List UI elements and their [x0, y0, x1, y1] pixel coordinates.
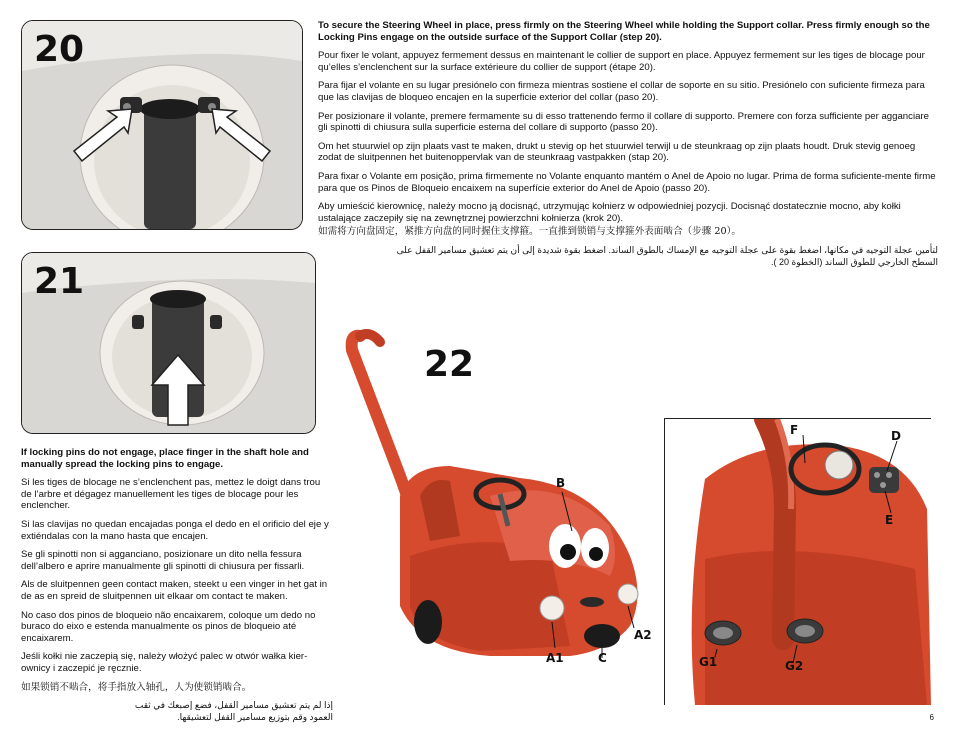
text-ar: لتأمين عجلة التوجيه في مكانها، اضغط بقوة على عجلة التوجيه مع الإمساك بالطوق الساند. اضغط بقوة شديدة إلى أن يتم تعشيق مسامير القفل على السطح الخارجي للطوق الساند (الخطوة 20 ).	[396, 244, 938, 267]
page-number: 6	[929, 713, 934, 722]
text-en: If locking pins do not engage, place finger in the shaft hole and manually spread the locking pins to engage.	[21, 447, 309, 470]
label-f: F	[790, 423, 799, 437]
text-nl: Als de sluitpennen geen contact maken, steekt u een vinger in het gat in de as en spreid de sluitpennen uit elkaar om contact te maken.	[21, 579, 328, 602]
step-number: 22	[424, 344, 475, 385]
text-zh: 如需将方向盘固定，紧推方向盘的同时握住支撑箍。一直推到锁销与支撑箍外表面啮合（步骤 20）。	[318, 226, 741, 238]
label-a2: A2	[634, 628, 652, 642]
label-d: D	[891, 429, 901, 443]
text-fr: Pour fixer le volant, appuyez fermement dessus en maintenant le collier de support en place. Appuyez fermement sur les tiges de blocage pour qu’elles s’enclenchent sur la surface extérieure du collier de support (étape 20).	[318, 50, 925, 73]
step-21-panel	[21, 252, 316, 434]
instructions-step-20	[318, 20, 938, 275]
label-b: B	[556, 476, 566, 490]
text-pl: Aby umieścić kierownicę, należy mocno ją docisnąć, utrzymując kołnierz w odpowiedniej pozycji. Docisnąć dostatecznie mocno, aby kołki ustalające zaczepiły się na zewnętrznej powierzchni kołnierza (krok 20).	[318, 201, 901, 224]
rear-view-illustration	[664, 418, 931, 705]
text-es: Si las clavijas no quedan encajadas ponga el dedo en el orificio del eje y extiéndalas con la mano hasta que encajen.	[21, 518, 329, 542]
text-pt: No caso dos pinos de bloqueio não encaixarem, coloque um dedo no buraco do eixo e estenda manualmente os pinos de bloqueio até encaixarem.	[21, 609, 316, 644]
label-c: C	[598, 651, 607, 665]
text-pl: Jeśli kołki nie zaczepią się, należy włożyć palec w otwór wałka kier-ownicy i zaczepić je ręcznie.	[21, 651, 308, 674]
text-it: Se gli spinotti non si agganciano, posizionare un dito nella fessura dell’albero e aprire manualmente gli spinotti di chiusura per fissarli.	[21, 549, 305, 572]
label-g2: G2	[785, 659, 804, 673]
instructions-step-21	[21, 447, 333, 730]
text-nl: Om het stuurwiel op zijn plaats vast te maken, drukt u stevig op het stuurwiel terwijl u de steunkraag op zijn plaats houdt. Druk stevig genoeg zodat de sluitpennen het buitenoppervlak van de steunkraag vastpakken (stap 20).	[318, 140, 916, 164]
text-pt: Para fixar o Volante em posição, prima firmemente no Volante enquanto mantém o Anel de Apoio no lugar. Prima de forma suficiente-mente firme para que os Pinos de Bloqueio encaixem na superfície exterior do Anel de Apoio (passo 20).	[318, 170, 936, 194]
step-number: 20	[34, 29, 85, 70]
label-e: E	[885, 513, 894, 527]
step-22-illustration	[340, 326, 660, 706]
text-zh: 如果锁销不啮合，将手指放入轴孔，人为使锁销啮合。	[21, 681, 252, 693]
label-a1: A1	[546, 651, 564, 665]
text-es: Para fijar el volante en su lugar presiónelo con firmeza mientras sostiene el collar de soporte en su sitio. Presiónelo con suficiente firmeza para que las clavijas de bloqueo encajen en la superficie exterior del collar (paso 20).	[318, 80, 925, 103]
text-en: To secure the Steering Wheel in place, press firmly on the Steering Wheel while holding the Support collar. Press firmly enough so the Locking Pins engage on the outside surface of the Support Collar (step 20).	[318, 20, 930, 43]
label-g1: G1	[699, 655, 718, 669]
text-fr: Si les tiges de blocage ne s’enclenchent pas, mettez le doigt dans trou de l’arbre et dégagez manuellement les tiges de blocage pour les enclencher.	[21, 477, 321, 512]
text-it: Per posizionare il volante, premere fermamente su di esso trattenendo fermo il collare di supporto. Premere con forza sufficiente per agganciare gli spinotti di chiusura sulla superficie esterna del collare di supporto (passo 20).	[318, 110, 929, 134]
text-ar: إذا لم يتم تعشيق مسامير القفل، فضع إصبعك في ثقب العمود وقم بتوزيع مسامير القفل لتعشيقها.	[134, 700, 333, 722]
step-number: 21	[34, 261, 85, 302]
step-20-panel	[21, 20, 303, 230]
